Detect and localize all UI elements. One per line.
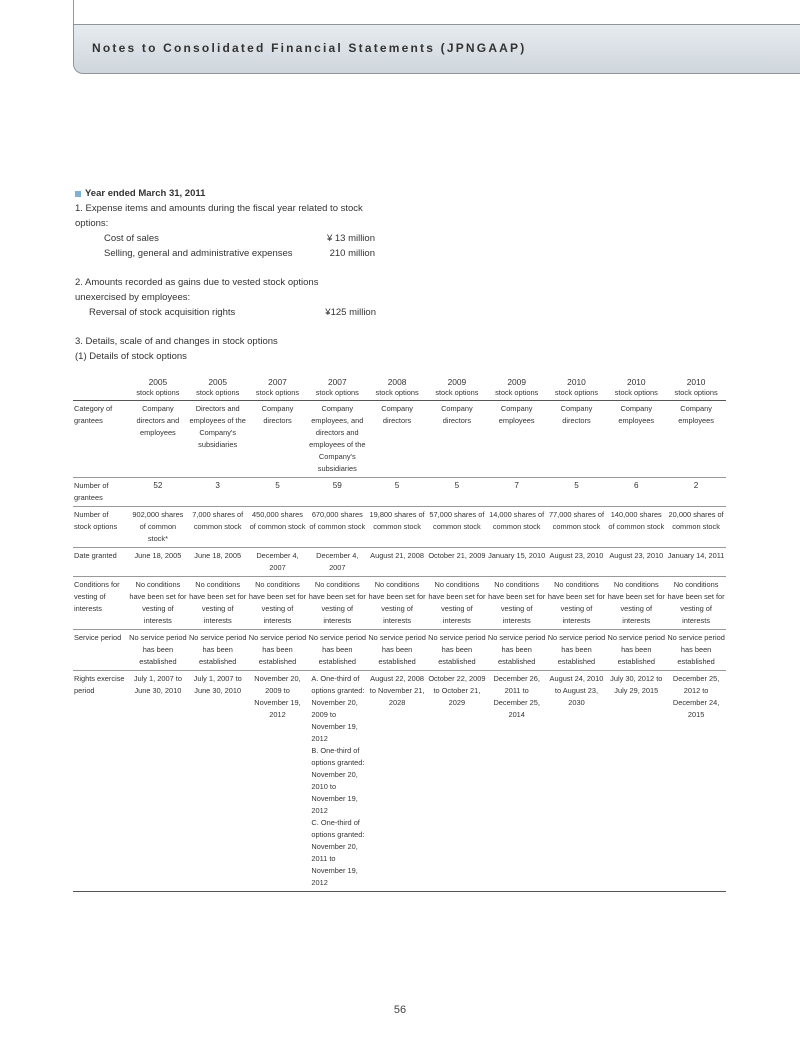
table-cell: January 15, 2010: [487, 548, 547, 577]
table-row: [73, 401, 726, 478]
table-cell: 19,800 shares of common stock: [367, 507, 427, 548]
column-year: 2009: [507, 377, 526, 387]
row-label: Date granted: [73, 548, 128, 577]
table-cell: November 20, 2009 to November 19, 2012: [248, 671, 308, 892]
table-cell: Company directors: [547, 401, 607, 478]
table-cell: December 4, 2007: [307, 548, 367, 577]
table-cell: No service period has been established: [367, 630, 427, 671]
item1-line1: 1. Expense items and amounts during the fiscal year related to stock: [75, 203, 363, 214]
table-cell: Company directors: [248, 401, 308, 478]
table-cell: No service period has been established: [427, 630, 487, 671]
page-number: 56: [393, 1004, 407, 1016]
column-year: 2010: [626, 377, 646, 387]
table-cell: No conditions have been set for vesting of interests: [606, 577, 666, 630]
bullet-square-icon: [75, 191, 81, 197]
item1-line2: options:: [75, 218, 109, 229]
row-label: Service period: [73, 630, 128, 671]
table-cell: 59: [307, 478, 367, 507]
column-year: 2010: [567, 377, 586, 387]
notes-content: [75, 186, 735, 364]
item1-row-sga: [75, 246, 735, 261]
table-cell: December 25, 2012 to December 24, 2015: [666, 671, 726, 892]
section-title: Year ended March 31, 2011: [85, 188, 206, 199]
column-year: 2007: [268, 377, 287, 387]
table-cell: Company employees: [666, 401, 726, 478]
table-cell: 3: [188, 478, 248, 507]
page-header: [73, 24, 800, 74]
column-label: stock options: [554, 388, 599, 397]
table-cell: August 21, 2008: [367, 548, 427, 577]
column-header: [487, 377, 547, 401]
column-header: [666, 377, 726, 401]
table-cell: Company employees: [487, 401, 547, 478]
table-cell: 57,000 shares of common stock: [427, 507, 487, 548]
table-cell: December 26, 2011 to December 25, 2014: [487, 671, 547, 892]
column-header: [367, 377, 427, 401]
table-cell: 5: [367, 478, 427, 507]
table-body: [73, 401, 726, 892]
table-cell: Company directors: [427, 401, 487, 478]
top-band: [0, 0, 800, 24]
table-cell: July 30, 2012 to July 29, 2015: [606, 671, 666, 892]
table-cell: No conditions have been set for vesting of interests: [367, 577, 427, 630]
table-cell: No conditions have been set for vesting of interests: [307, 577, 367, 630]
item2-row-value: ¥125 million: [325, 307, 376, 318]
column-year: 2009: [447, 377, 467, 387]
table-cell: No service period has been established: [606, 630, 666, 671]
table-cell: December 4, 2007: [248, 548, 308, 577]
table-cell: 140,000 shares of common stock: [606, 507, 666, 548]
item2-line1: 2. Amounts recorded as gains due to vested stock options: [75, 277, 319, 288]
section-heading: [75, 186, 735, 201]
table-cell: Company employees, and directors and employees of the Company's subsidiaries: [307, 401, 367, 478]
table-cell: 7: [487, 478, 547, 507]
row-label: Number of grantees: [73, 478, 128, 507]
row-label: Category of grantees: [73, 401, 128, 478]
table-cell: 2: [666, 478, 726, 507]
table-cell: No conditions have been set for vesting of interests: [188, 577, 248, 630]
column-label: stock options: [674, 388, 718, 397]
table-cell: No service period has been established: [248, 630, 308, 671]
column-label: stock options: [614, 388, 658, 397]
stock-options-table: [73, 377, 726, 892]
row-label: Conditions for vesting of interests: [73, 577, 128, 630]
row-label: Rights exercise period: [73, 671, 128, 892]
column-year: 2005: [148, 377, 168, 387]
table-row: [73, 630, 726, 671]
table-cell: No conditions have been set for vesting of interests: [487, 577, 547, 630]
table-cell: No service period has been established: [307, 630, 367, 671]
table-cell: Company directors and employees: [128, 401, 188, 478]
table-cell: July 1, 2007 to June 30, 2010: [188, 671, 248, 892]
table-cell: No conditions have been set for vesting of interests: [248, 577, 308, 630]
column-label: stock options: [375, 388, 419, 397]
table-cell: 5: [248, 478, 308, 507]
table-cell: August 22, 2008 to November 21, 2028: [367, 671, 427, 892]
table-row: [73, 577, 726, 630]
table-cell: 670,000 shares of common stock: [307, 507, 367, 548]
table-cell: No service period has been established: [188, 630, 248, 671]
item1-row-cost: [75, 231, 735, 246]
column-label: stock options: [495, 388, 539, 397]
table-cell: No conditions have been set for vesting of interests: [128, 577, 188, 630]
table-cell: No conditions have been set for vesting of interests: [666, 577, 726, 630]
column-label: stock options: [136, 388, 180, 397]
table-cell: August 23, 2010: [606, 548, 666, 577]
header-blank: [73, 377, 128, 401]
column-header: [128, 377, 188, 401]
column-label: stock options: [196, 388, 240, 397]
item1-row-label: Selling, general and administrative expenses: [104, 248, 293, 259]
table-row: [73, 548, 726, 577]
item2-row-label: Reversal of stock acquisition rights: [89, 307, 236, 318]
table-cell: No service period has been established: [487, 630, 547, 671]
table-row: [73, 478, 726, 507]
table-cell: June 18, 2005: [128, 548, 188, 577]
table-cell: No conditions have been set for vesting of interests: [427, 577, 487, 630]
table-cell: 77,000 shares of common stock: [547, 507, 607, 548]
table-row: [73, 671, 726, 892]
column-header: [248, 377, 308, 401]
table-cell: June 18, 2005: [188, 548, 248, 577]
column-header: [427, 377, 487, 401]
column-year: 2010: [686, 377, 706, 387]
column-label: stock options: [315, 388, 359, 397]
table-cell: August 23, 2010: [547, 548, 607, 577]
column-header: [606, 377, 666, 401]
table-row: [73, 507, 726, 548]
table-cell: 902,000 shares of common stock*: [128, 507, 188, 548]
item1-row-label: Cost of sales: [104, 233, 159, 244]
table-cell: January 14, 2011: [666, 548, 726, 577]
table-cell: July 1, 2007 to June 30, 2010: [128, 671, 188, 892]
row-label: Number of stock options: [73, 507, 128, 548]
table-cell: A. One-third of options granted: November 20, 2009 to November 19, 2012 B. One-third of options granted: November 20, 2010 to November 19, 2012 C. One-third of options granted: November 20, 2011 to November 19, 2012: [307, 671, 367, 892]
top-rule: [73, 0, 74, 24]
column-year: 2008: [387, 377, 407, 387]
table-cell: 52: [128, 478, 188, 507]
column-header: [307, 377, 367, 401]
table-cell: 5: [427, 478, 487, 507]
table-cell: No service period has been established: [128, 630, 188, 671]
item2-line2: unexercised by employees:: [75, 292, 191, 303]
column-year: 2007: [327, 377, 347, 387]
item2-row: [75, 305, 735, 320]
column-header: [188, 377, 248, 401]
column-header: [547, 377, 607, 401]
table-cell: October 22, 2009 to October 21, 2029: [427, 671, 487, 892]
table-cell: 6: [606, 478, 666, 507]
table-cell: 7,000 shares of common stock: [188, 507, 248, 548]
table-cell: 5: [547, 478, 607, 507]
table-cell: No service period has been established: [666, 630, 726, 671]
table-cell: No conditions have been set for vesting of interests: [547, 577, 607, 630]
item1-row-value: 210 million: [329, 248, 375, 259]
column-year: 2005: [208, 377, 228, 387]
item1-row-value: ¥ 13 million: [326, 233, 375, 244]
table-cell: 14,000 shares of common stock: [487, 507, 547, 548]
table-cell: 20,000 shares of common stock: [666, 507, 726, 548]
table-cell: Company directors: [367, 401, 427, 478]
table-cell: October 21, 2009: [427, 548, 487, 577]
page-title: Notes to Consolidated Financial Statements (JPNGAAP): [92, 41, 527, 55]
column-label: stock options: [435, 388, 479, 397]
table-cell: Directors and employees of the Company's subsidiaries: [188, 401, 248, 478]
table-cell: 450,000 shares of common stock: [248, 507, 308, 548]
table-cell: No service period has been established: [547, 630, 607, 671]
table-header-row: [73, 377, 726, 401]
column-label: stock options: [255, 388, 300, 397]
item3-line2: (1) Details of stock options: [75, 351, 187, 362]
table-cell: Company employees: [606, 401, 666, 478]
item3-line1: 3. Details, scale of and changes in stock options: [75, 336, 278, 347]
table-cell: August 24, 2010 to August 23, 2030: [547, 671, 607, 892]
